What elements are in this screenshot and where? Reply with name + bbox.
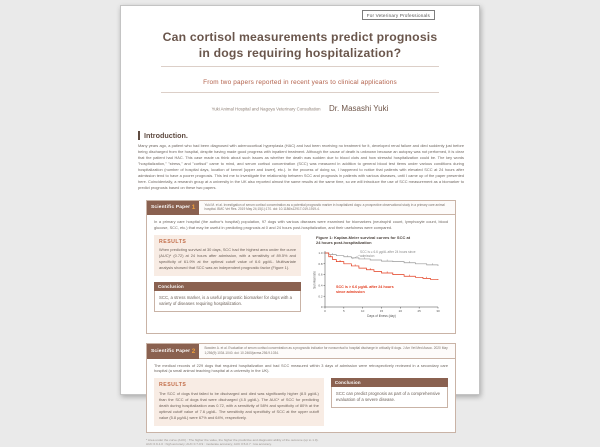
subtitle-band (161, 66, 439, 93)
auc-footnote-line1: * Area under the curve (AUC) : The higher the value, the higher the predictive and diagnostic ability of the outcome (up to 1.0). (146, 437, 319, 442)
paper1-conclusion-text: SCC, a stress marker, is a useful prognostic biomarker for dogs with a variety of diseases requiring hospitalization. (154, 291, 301, 312)
paper2-right-column (331, 378, 448, 425)
svg-text:0: 0 (324, 309, 326, 314)
paper1-right-column (308, 235, 448, 327)
paper2-results-label: RESULTS (159, 382, 187, 389)
paper1-summary: In a primary care hospital (the author's hospital) population, 97 dogs with various diseases were examined for biomarkers (neutrophil count, lymphocyte count, blood glucose, SCC, etc.) that may be useful in predicting prognosis at 0 and 24 hours post-hospitalization, and their usefulness were compared. (154, 219, 448, 230)
author-name: Dr. Masashi Yuki (328, 104, 389, 114)
affiliation-text: Yuki Animal Hospital and Nagoya Veterinary Consultation (211, 106, 321, 112)
paper1-header (147, 201, 455, 215)
paper1-tab-label: Scientific Paper (151, 205, 191, 211)
paper1-conclusion-label: Conclusion (154, 282, 301, 291)
paper1-columns (154, 235, 448, 327)
svg-text:0.2: 0.2 (318, 294, 323, 299)
svg-text:5: 5 (342, 309, 345, 314)
page-title-line1: Can cortisol measurements predict prognosis (162, 30, 438, 44)
paper1-body (147, 215, 455, 333)
figure1-caption (316, 235, 448, 245)
paper1-conclusion (154, 282, 301, 312)
auc-footnote-line2: AUC 0.9-1.0 : high accuracy; AUC 0.7-0.9 : moderate accuracy; AUC 0.5-0.7 : low accuracy. (146, 442, 272, 447)
introduction-heading: Introduction. (138, 131, 464, 140)
paper2-results-box (154, 378, 324, 425)
document-page (120, 5, 480, 447)
kaplan-meier-chart (312, 247, 446, 327)
paper1-results-text: When predicting survival at 30 days, SCC had the highest area under the curve (AUC)* (0.72) at 24 hours after admission, with a sensitivity of 89.5% and specificity of 61.9% at the optimal cutoff value of 6.6 μg/dL. Multivariate analysis showed that SCC was an independent prognostic factor (Figure 1). (159, 247, 296, 271)
audience-badge: For Veterinary Professionals (362, 10, 435, 20)
paper2-tab-number: 2 (191, 347, 196, 355)
figure1-caption-line1: Figure 1: Kaplan-Meier survival curves for SCC at (316, 234, 411, 240)
paper2-summary: The medical records of 229 dogs that required hospitalization and had SCC measured within 3 days of admission were retrospectively reviewed in a secondary care hospital (a small animal teaching hospital at a university in the UK). (154, 362, 448, 374)
paper1-results-box (154, 235, 301, 276)
paper2-conclusion-label: Conclusion (331, 378, 448, 387)
svg-text:30: 30 (436, 309, 440, 314)
svg-text:10: 10 (360, 309, 365, 314)
paper1-left-column (154, 235, 301, 327)
auc-footnote (146, 438, 454, 447)
paper2-section (146, 343, 456, 432)
paper2-left-column (154, 378, 324, 425)
paper2-citation: Bowden A. et al. Evaluation of serum cortisol concentration as a prognostic indicator for nonsurvival to hospital discharge in critically ill dogs. J Am Vet Med Assoc. 2020 May 1;256(9):1034-1040. doi: 10.2460/javma.256.9.1034. (199, 344, 455, 358)
page-title-line2: in dogs requiring hospitalization? (198, 45, 402, 60)
svg-text:20: 20 (398, 309, 403, 314)
paper1-citation: Yuki M. et al. Investigation of serum cortisol concentration as a potential prognostic marker in hospitalized dogs: a prospective observational study in a primary care animal hospital. BMC Vet Res. 2019 May 24;15(1):170. doi: 10.1186/s12917-019-1919-4. (199, 201, 455, 215)
svg-text:1.0: 1.0 (318, 251, 323, 256)
paper1-tab (147, 201, 199, 215)
paper1-results-label: RESULTS (159, 238, 187, 245)
paper2-tab-label: Scientific Paper (151, 348, 191, 354)
introduction-body: Many years ago, a patient who had been diagnosed with adrenocortical hyperplasia (HAC) and had been receiving no treatment for it, developed renal failure and died suddenly just before being discharged from the hospital, despite having made good progress with inpatient treatment. Although the cause of death is unknown because an autopsy was not performed, it is clear that the patient had HAC. This case made us think about such issues as whether the death was sudden due to blood clots and how stressful hospitalization could be. The key words "hospitalization," "stress," and "cortisol" came to mind, and serum cortisol concentration (SCC) was measured in addition to general blood test items under various conditions during hospitalization (number of hospital days, location of kennel [upper and lower], etc.). In the process of doing so, I happened to notice that patients with elevated SCC at 24 hours after admission tend to have a poorer prognosis. This led me to investigate the relationship between SCC and prognosis in patients with various diseases, until I came up of the paper presented here. Coincidentally, a research group at a university in the UK also reported almost the same results at the same time, so we will introduce the use of SCC measurement as a biomarker to predict prognosis based on these two papers. (138, 143, 464, 190)
paper2-conclusion (331, 378, 448, 408)
paper2-results-text: The SCC of dogs that failed to be discharged and died was significantly higher (8.5 μg/dL) than the SCC of dogs that were discharged (4.5 μg/dL). The AUC* of SCC for predicting death during hospitalization was 0.72, with a sensitivity of 58% and specificity of 80% at the optimal cutoff value of 7.6 μg/dL. The sensitivity and specificity of SCC at the upper cutoff value (5.8 μg/dL) were 67% and 64%, respectively. (159, 390, 319, 420)
svg-text:Days of illness (day): Days of illness (day) (367, 314, 396, 319)
author-row (121, 100, 479, 118)
paper2-conclusion-text: SCC can predict prognosis as part of a comprehensive evaluation of a severe disease. (331, 387, 448, 408)
paper2-columns (154, 378, 448, 425)
svg-text:0: 0 (320, 305, 323, 310)
figure1-caption-line2: 24 hours post-hospitalization (316, 240, 372, 246)
svg-text:0.8: 0.8 (318, 262, 323, 267)
paper1-tab-number: 1 (191, 204, 196, 212)
paper1-section (146, 200, 456, 335)
chart-label-low-scc: SCC is ≤ 6.6 μg/dL after 24 hours since admission (360, 250, 416, 259)
chart-label-high-scc: SCC is > 6.6 μg/dL after 24 hours since admission (336, 285, 394, 295)
page-title (121, 30, 479, 61)
paper2-tab (147, 344, 199, 358)
svg-text:Survival rate: Survival rate (312, 271, 317, 290)
paper2-body (147, 359, 455, 432)
svg-text:25: 25 (417, 309, 421, 314)
svg-text:0.6: 0.6 (318, 272, 323, 277)
page-subtitle: From two papers reported in recent years to clinical applications (203, 78, 397, 86)
paper2-header (147, 344, 455, 358)
svg-text:0.4: 0.4 (318, 283, 323, 288)
introduction-section (138, 131, 464, 191)
svg-text:15: 15 (379, 309, 384, 314)
